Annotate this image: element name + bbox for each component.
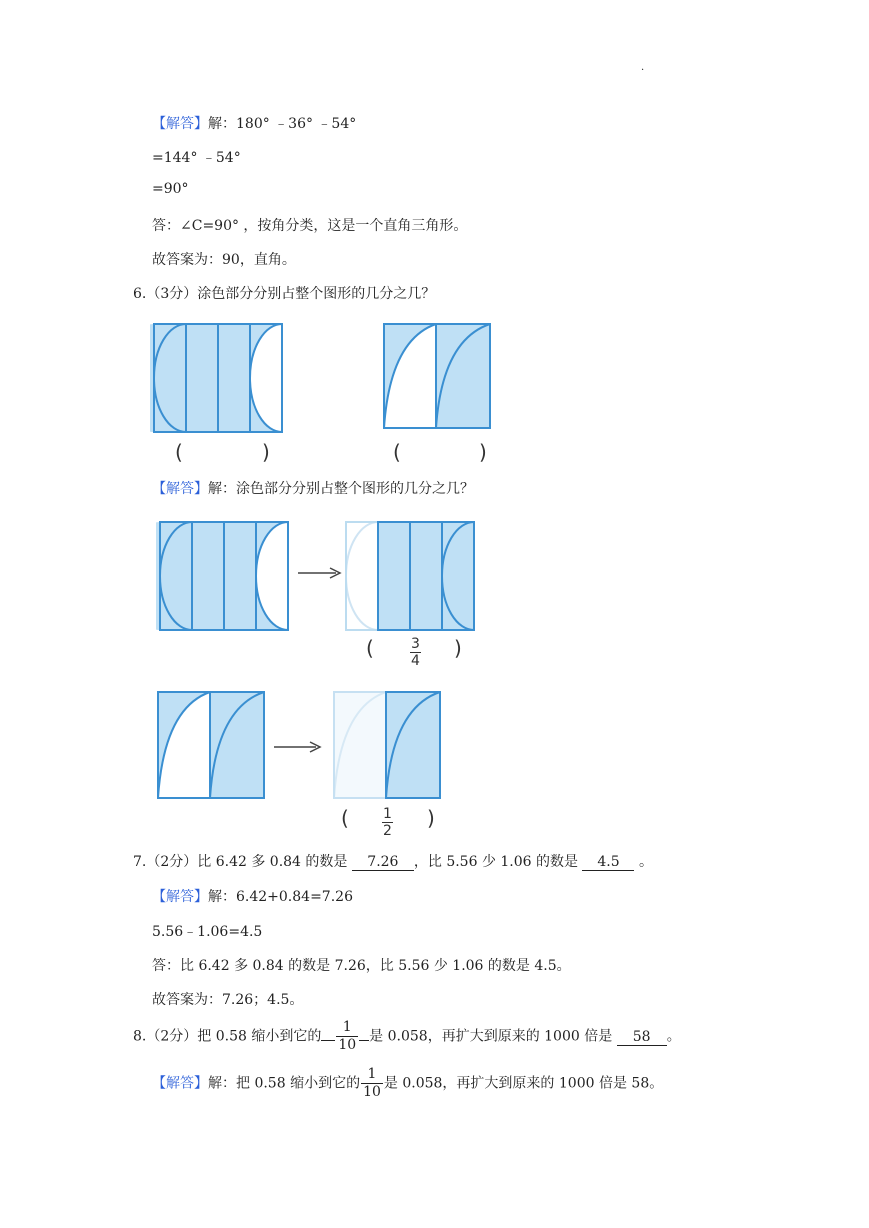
arrow-right-icon <box>272 740 324 754</box>
q8-solution-fraction: $\frac{1}{10}$ <box>363 1066 381 1100</box>
q7-blank-2: 4.5 <box>582 854 634 871</box>
q6-answer1-close-paren: ) <box>454 636 462 660</box>
q7-solution-line-1: 【解答】解：6.42+0.84=7.26 <box>152 889 353 905</box>
solution-tag: 【解答】 <box>152 116 208 132</box>
q6-answer2-close-paren: ) <box>427 806 435 830</box>
q6-solution-halves-after <box>330 688 444 802</box>
q6-answer1-fraction: 3 4 <box>411 636 420 669</box>
q7-blank-1: 7.26 <box>352 854 414 871</box>
q6-solution-line: 【解答】解：涂色部分分别占整个图形的几分之几？ <box>152 481 474 497</box>
q5-solution-line-5: 故答案为：90，直角。 <box>152 252 296 268</box>
q6-fig2-close-paren: ) <box>479 440 487 464</box>
q8-question: 8.（2分）把 0.58 缩小到它的 $\frac{1}{10}$ 是 0.058，再扩大到原来的 1000 倍是 58 。 <box>133 1019 681 1053</box>
solution-tag: 【解答】 <box>152 481 208 497</box>
q7-solution-line-4: 故答案为：7.26；4.5。 <box>152 992 304 1008</box>
q6-fig1-close-paren: ) <box>262 440 270 464</box>
page-mark: . <box>641 62 645 73</box>
q6-fig1-open-paren: ( <box>175 440 183 464</box>
q5-solution-line-3: =90° <box>152 181 189 197</box>
q6-figure-halves <box>380 320 494 432</box>
q5-solution-line-1: 【解答】解：180° ﹣36° ﹣54° <box>152 116 357 132</box>
q8-blank: 58 <box>617 1029 667 1046</box>
q6-solution-halves-before <box>154 688 268 802</box>
q6-answer1-open-paren: ( <box>366 636 374 660</box>
q6-answer2-fraction: 1 2 <box>383 806 392 839</box>
q7-solution-line-3: 答：比 6.42 多 0.84 的数是 7.26，比 5.56 少 1.06 的数是 4.5。 <box>152 958 571 974</box>
q6-solution-strips-before <box>156 518 294 634</box>
q7-question: 7.（2分）比 6.42 多 0.84 的数是 7.26 ，比 5.56 少 1.06 的数是 4.5 。 <box>133 854 653 870</box>
q6-question: 6.（3分）涂色部分分别占整个图形的几分之几？ <box>133 286 436 302</box>
solution-tag: 【解答】 <box>152 1075 208 1092</box>
q6-answer2-open-paren: ( <box>341 806 349 830</box>
q8-fraction: $\frac{1}{10}$ <box>338 1019 357 1053</box>
solution-tag: 【解答】 <box>152 889 208 905</box>
arrow-right-icon <box>296 566 344 580</box>
q5-solution-line-4: 答：∠C=90° ，按角分类，这是一个直角三角形。 <box>152 218 468 234</box>
q6-fig2-open-paren: ( <box>393 440 401 464</box>
q7-solution-line-2: 5.56﹣1.06=4.5 <box>152 924 263 940</box>
q5-solution-line-2: =144° ﹣54° <box>152 150 241 166</box>
q6-figure-strips <box>150 320 286 436</box>
q6-solution-strips-after <box>342 518 482 634</box>
q8-solution-line: 【解答】解：把 0.58 缩小到它的 $\frac{1}{10}$ 是 0.058，再扩大到原来的 1000 倍是 58。 <box>152 1066 664 1100</box>
